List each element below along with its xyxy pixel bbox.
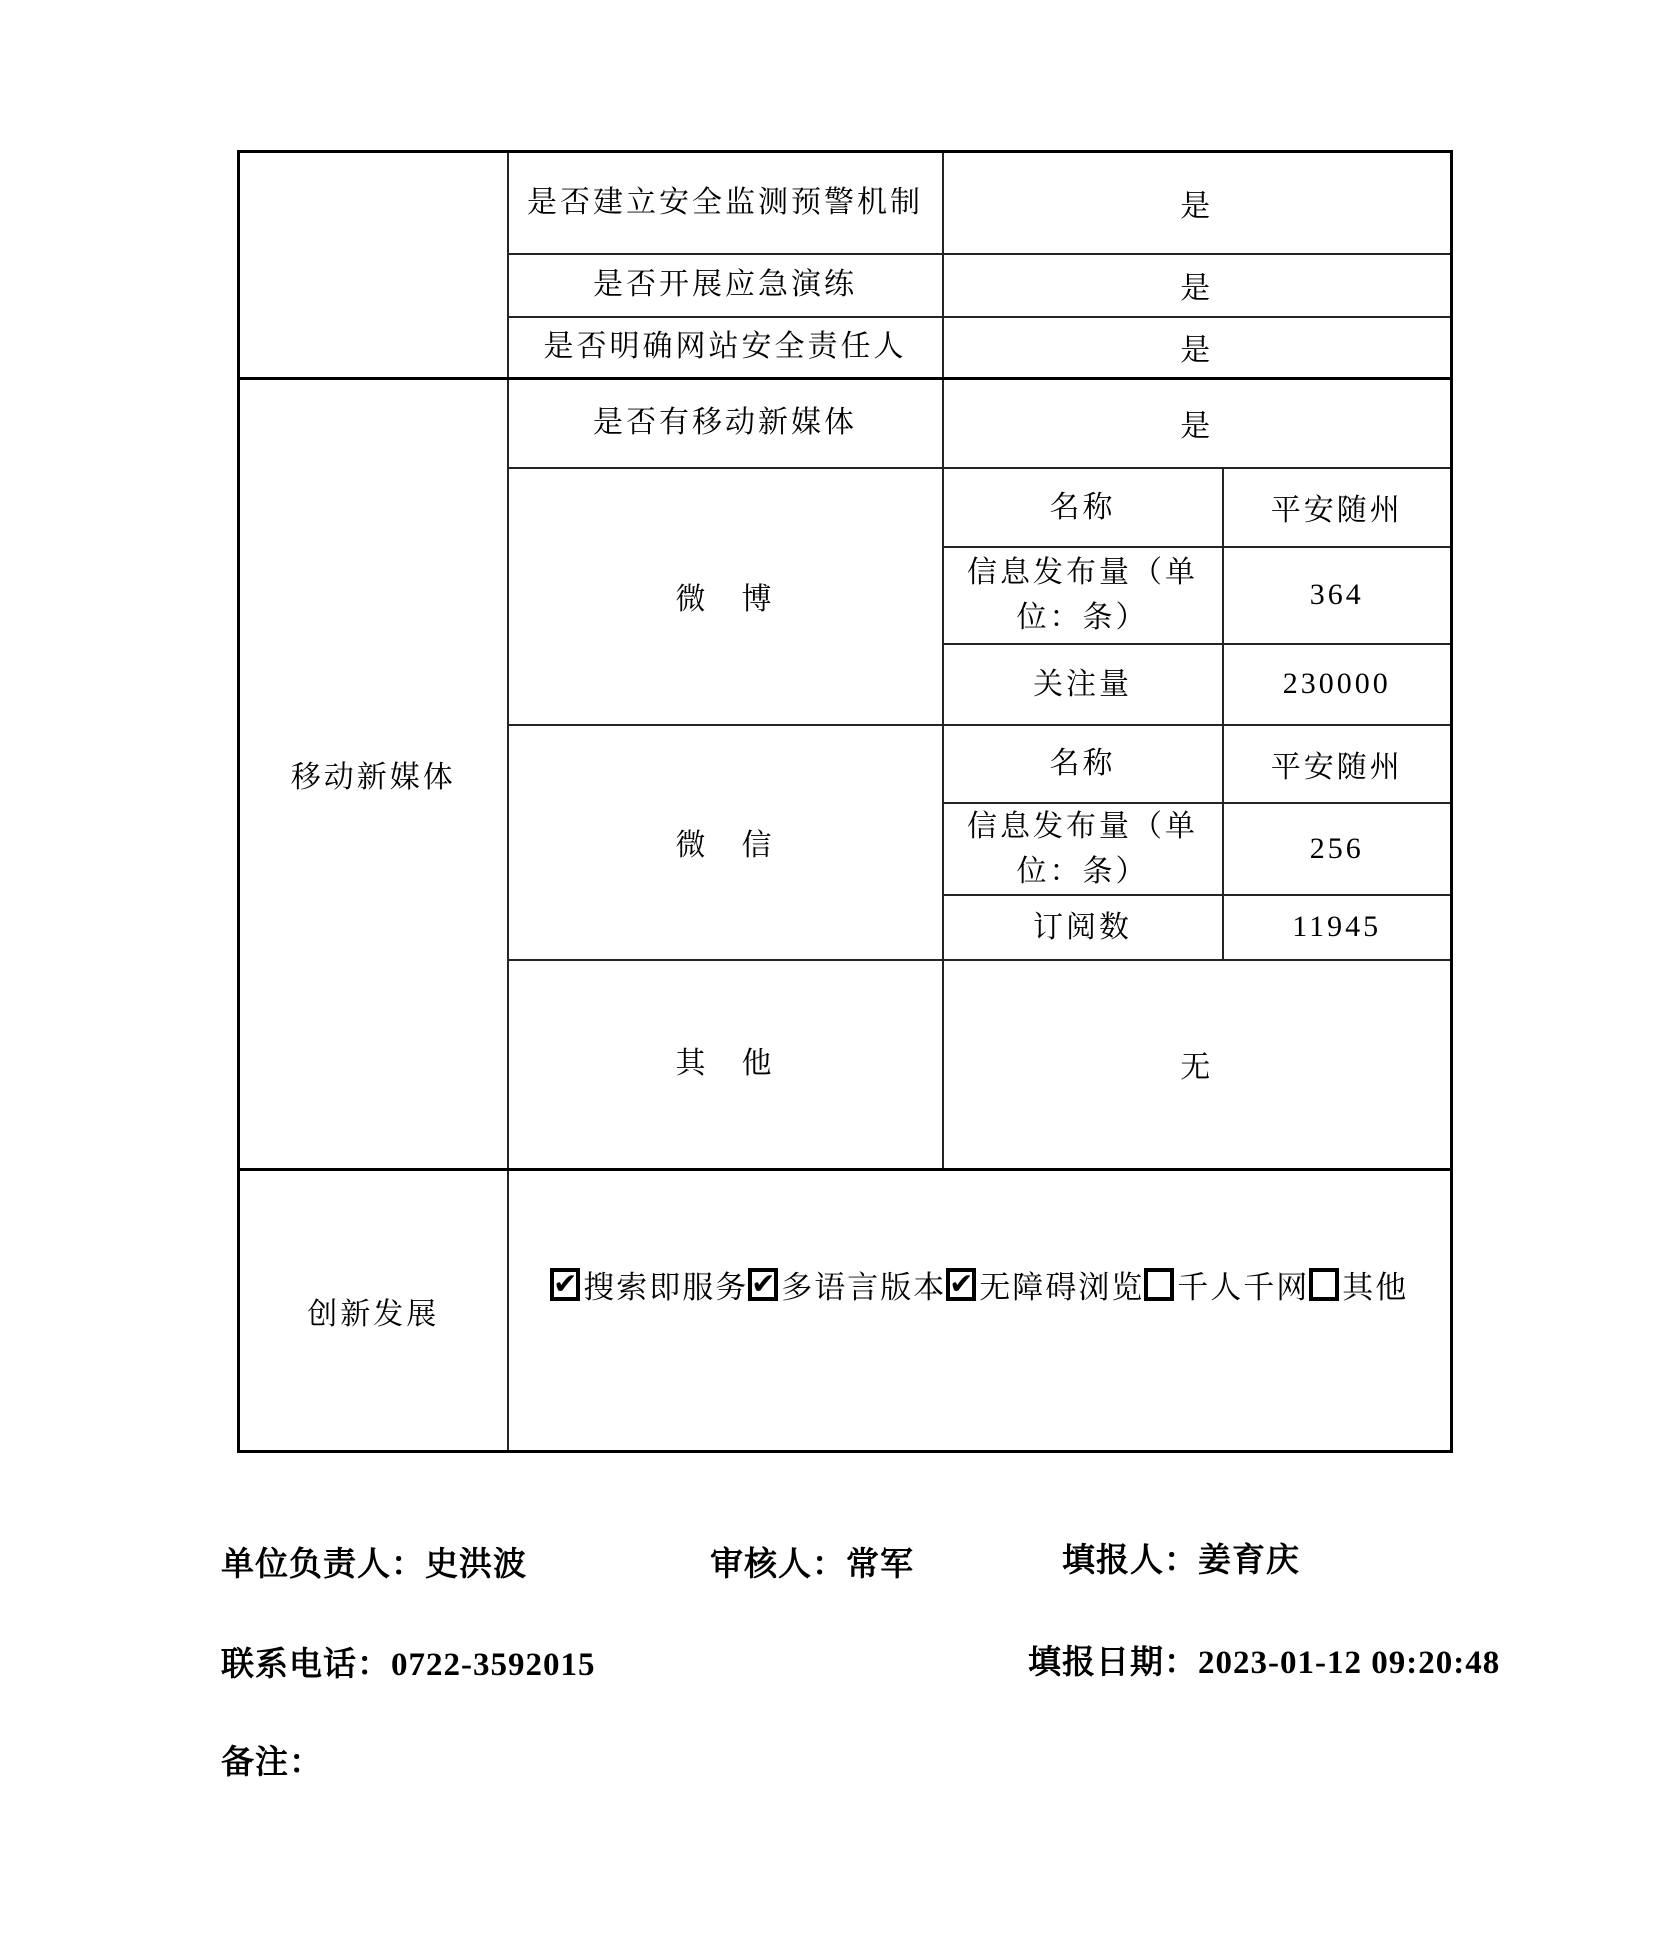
weibo-followers-label: 关注量 [943,644,1223,725]
wechat-cell: 微 信 [508,725,943,960]
other-media-value: 无 [943,960,1452,1170]
emergency-drill-value: 是 [943,254,1452,317]
has-mobile-media-label: 是否有移动新媒体 [508,379,943,468]
filler-value: 姜育庆 [1198,1543,1300,1579]
remarks-label: 备注： [221,1745,323,1781]
filler-label: 填报人： [1062,1543,1198,1579]
other-media-label: 其 他 [508,960,943,1170]
wechat-subscribers-label: 订阅数 [943,895,1223,960]
category-cell-empty [239,152,508,379]
category-cell-innovation: 创新发展 [239,1170,508,1452]
checkbox-icon [946,1268,976,1301]
weibo-posts-label: 信息发布量（单位：条） [943,547,1223,644]
has-mobile-media-value: 是 [943,379,1452,468]
innovation-option [1309,1262,1408,1307]
reviewer-value: 常军 [846,1547,914,1583]
weibo-posts-value: 364 [1223,547,1452,644]
checkbox-icon [1309,1268,1339,1301]
wechat-name-label: 名称 [943,725,1223,803]
contact-phone-line [221,1638,596,1685]
checkbox-icon [550,1268,580,1301]
unit-head-line [221,1538,527,1585]
contact-phone-value: 0722-3592015 [391,1647,596,1683]
innovation-option [550,1262,748,1307]
report-table [237,150,1453,1453]
wechat-posts-label: 信息发布量（单位：条） [943,803,1223,895]
security-monitor-value: 是 [943,152,1452,254]
checkbox-label: 多语言版本 [781,1270,947,1305]
security-responsible-value: 是 [943,317,1452,379]
report-date-value: 2023-01-12 09:20:48 [1198,1645,1501,1681]
weibo-name-label: 名称 [943,468,1223,547]
innovation-options-cell [508,1170,1452,1452]
innovation-option [946,1262,1144,1307]
checkbox-icon [748,1268,778,1301]
weibo-name-value: 平安随州 [1223,468,1452,547]
wechat-name-value: 平安随州 [1223,725,1452,803]
checkbox-label: 无障碍浏览 [979,1270,1145,1305]
security-responsible-label: 是否明确网站安全责任人 [508,317,943,379]
unit-head-label: 单位负责人： [221,1547,425,1583]
innovation-option [1144,1262,1309,1307]
wechat-posts-value: 256 [1223,803,1452,895]
weibo-followers-value: 230000 [1223,644,1452,725]
filler-line [1062,1534,1300,1581]
checkbox-label: 其他 [1342,1270,1409,1305]
innovation-option [748,1262,946,1307]
report-date-label: 填报日期： [1028,1645,1198,1681]
wechat-subscribers-value: 11945 [1223,895,1452,960]
security-monitor-label: 是否建立安全监测预警机制 [508,152,943,254]
remarks-line [221,1736,323,1783]
report-date-line [1028,1636,1500,1683]
checkbox-icon [1144,1268,1174,1301]
checkbox-label: 搜索即服务 [583,1270,749,1305]
category-cell-mobile-media: 移动新媒体 [239,379,508,1170]
emergency-drill-label: 是否开展应急演练 [508,254,943,317]
unit-head-value: 史洪波 [425,1547,527,1583]
contact-phone-label: 联系电话： [221,1647,391,1683]
checkbox-label: 千人千网 [1177,1270,1310,1305]
innovation-options-row [509,1262,1451,1307]
weibo-cell: 微 博 [508,468,943,725]
reviewer-label: 审核人： [710,1547,846,1583]
reviewer-line [710,1538,914,1585]
